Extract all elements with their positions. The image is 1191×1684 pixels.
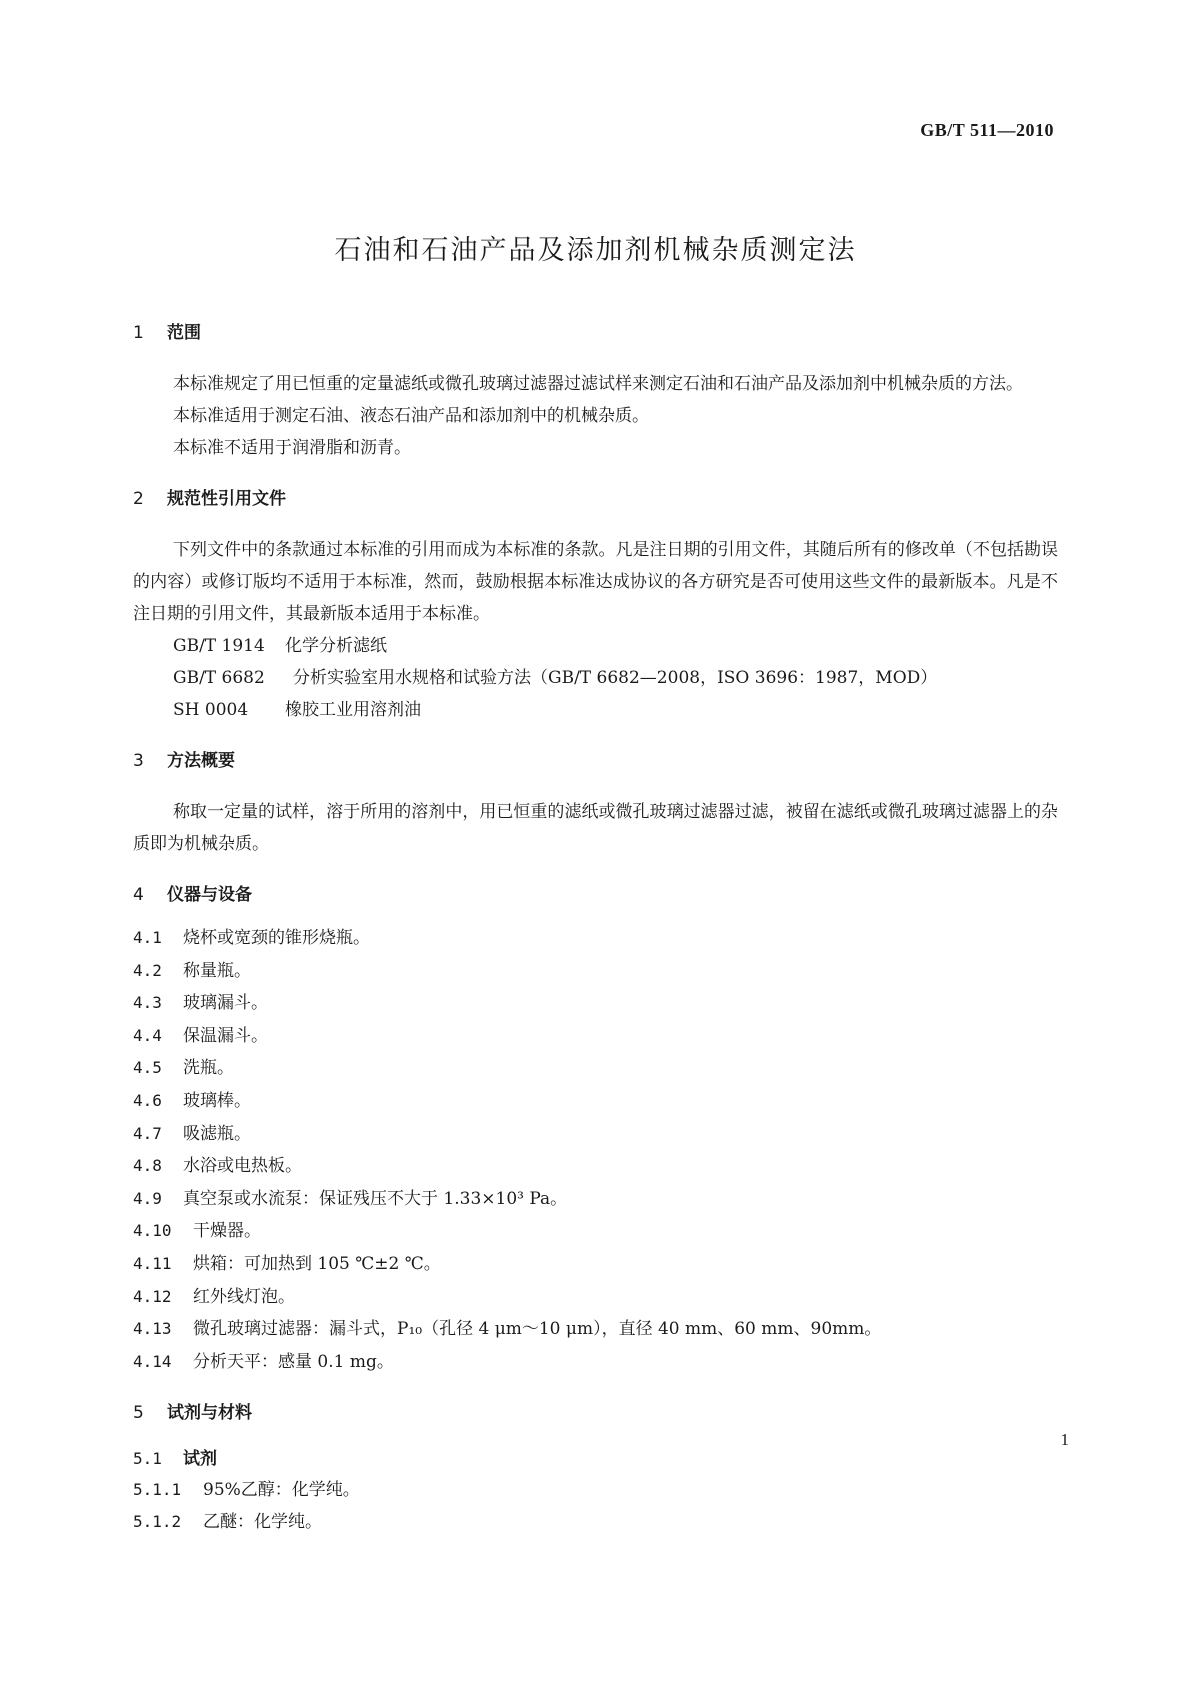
item-number: 5.1.1 (133, 1480, 182, 1500)
item-number: 4.6 (133, 1090, 162, 1110)
item-text: 95%乙醇：化学纯。 (203, 1480, 360, 1501)
item-text: 红外线灯泡。 (193, 1286, 295, 1307)
list-item (133, 987, 1058, 1020)
reference-name: 橡胶工业用溶剂油 (285, 700, 421, 720)
item-number: 4.4 (133, 1025, 162, 1045)
item-number: 4.2 (133, 960, 162, 980)
item-number: 4.12 (133, 1286, 172, 1306)
item-number: 4.8 (133, 1156, 162, 1176)
item-number: 4.10 (133, 1221, 172, 1241)
section-title: 试剂与材料 (167, 1403, 252, 1424)
list-item (133, 1474, 1058, 1506)
list-item (133, 922, 1058, 955)
item-text: 微孔玻璃过滤器：漏斗式，P₁₀（孔径 4 μm～10 μm），直径 40 mm、60 mm、90mm。 (193, 1319, 882, 1340)
paragraph: 下列文件中的条款通过本标准的引用而成为本标准的条款。凡是注日期的引用文件，其随后所有的修改单（不包括勘误的内容）或修订版均不适用于本标准，然而，鼓励根据本标准达成协议的各方研究是否可使用这些文件的最新版本。凡是不注日期的引用文件，其最新版本适用于本标准。 (133, 540, 1058, 624)
item-text: 吸滤瓶。 (183, 1123, 251, 1144)
list-item (133, 1281, 1058, 1314)
reference-code: GB/T 1914 (173, 636, 265, 656)
list-item (133, 1020, 1058, 1053)
item-number: 4.14 (133, 1351, 172, 1371)
subsection-number: 5.1 (133, 1449, 162, 1469)
section-5-heading (133, 1400, 1058, 1426)
document-title: 石油和石油产品及添加剂机械杂质测定法 (334, 235, 857, 266)
paragraph: 本标准规定了用已恒重的定量滤纸或微孔玻璃过滤器过滤试样来测定石油和石油产品及添加剂中机械杂质的方法。 (173, 374, 1023, 394)
section-number: 1 (133, 323, 144, 343)
section-1-heading (133, 320, 1058, 346)
item-text: 烧杯或宽颈的锥形烧瓶。 (183, 928, 370, 948)
section-3-heading (133, 748, 1058, 774)
item-text: 真空泵或水流泵：保证残压不大于 1.33×10³ Pa。 (183, 1188, 568, 1209)
section-title: 方法概要 (167, 751, 235, 771)
list-item (133, 1215, 1058, 1248)
list-item (133, 1085, 1058, 1118)
section-number: 4 (133, 885, 144, 905)
section-4-heading (133, 882, 1058, 908)
section-title: 范围 (167, 323, 201, 343)
item-text: 保温漏斗。 (183, 1025, 268, 1046)
item-number: 4.11 (133, 1253, 172, 1273)
section-2-heading (133, 486, 1058, 512)
reference-name: 分析实验室用水规格和试验方法（GB/T 6682—2008，ISO 3696：1987，MOD） (293, 668, 938, 688)
subsection-5-1-heading (133, 1444, 1058, 1474)
subsection-title: 试剂 (183, 1449, 217, 1470)
document-body (133, 320, 1058, 1538)
standard-code: GB/T 511—2010 (920, 120, 1054, 140)
section-title: 规范性引用文件 (167, 489, 286, 509)
item-text: 水浴或电热板。 (183, 1156, 302, 1177)
item-text: 洗瓶。 (183, 1058, 234, 1079)
reference-name: 化学分析滤纸 (285, 636, 387, 656)
item-text: 玻璃棒。 (183, 1090, 251, 1111)
section-title: 仪器与设备 (167, 885, 252, 905)
paragraph: 本标准不适用于润滑脂和沥青。 (173, 438, 411, 458)
equipment-list (133, 922, 1058, 1378)
list-item (133, 1183, 1058, 1216)
item-number: 4.5 (133, 1058, 162, 1078)
item-number: 4.13 (133, 1319, 172, 1339)
section-number: 2 (133, 489, 144, 509)
list-item (133, 1346, 1058, 1379)
reference-item (173, 694, 1058, 726)
reference-code: GB/T 6682 (173, 668, 265, 688)
reference-item (173, 630, 1058, 662)
list-item (133, 1248, 1058, 1281)
item-number: 4.9 (133, 1188, 162, 1208)
section-number: 5 (133, 1403, 144, 1424)
list-item (133, 1313, 1058, 1346)
item-text: 玻璃漏斗。 (183, 993, 268, 1014)
list-item (133, 1118, 1058, 1151)
item-number: 4.7 (133, 1123, 162, 1143)
list-item (133, 1506, 1058, 1538)
item-text: 称量瓶。 (183, 960, 251, 981)
section-number: 3 (133, 751, 144, 771)
item-number: 4.1 (133, 928, 162, 947)
item-number: 5.1.2 (133, 1512, 182, 1532)
list-item (133, 955, 1058, 988)
item-text: 分析天平：感量 0.1 mg。 (193, 1351, 394, 1372)
page-number: 1 (1060, 1430, 1069, 1449)
list-item (133, 1150, 1058, 1183)
reference-item (173, 662, 1058, 694)
paragraph: 本标准适用于测定石油、液态石油产品和添加剂中的机械杂质。 (173, 406, 649, 426)
paragraph: 称取一定量的试样，溶于所用的溶剂中，用已恒重的滤纸或微孔玻璃过滤器过滤，被留在滤纸或微孔玻璃过滤器上的杂质即为机械杂质。 (133, 802, 1058, 854)
item-text: 干燥器。 (193, 1221, 261, 1242)
reference-code: SH 0004 (173, 700, 249, 720)
item-text: 烘箱：可加热到 105 ℃±2 ℃。 (193, 1253, 441, 1274)
list-item (133, 1052, 1058, 1085)
item-text: 乙醚：化学纯。 (203, 1512, 322, 1533)
item-number: 4.3 (133, 993, 162, 1013)
